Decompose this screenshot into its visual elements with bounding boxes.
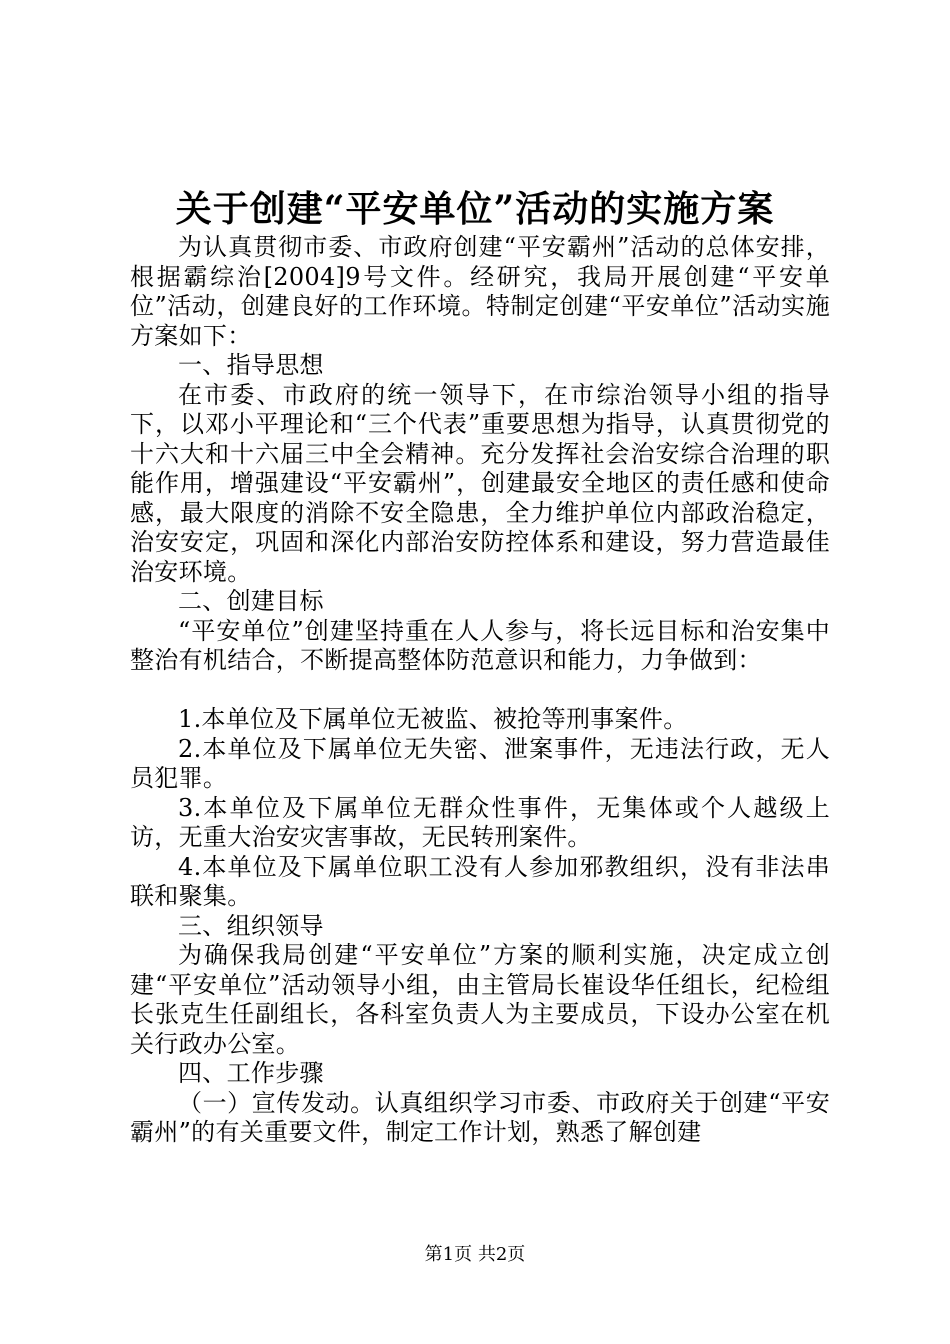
- document-title: 关于创建“平安单位”活动的实施方案: [175, 188, 775, 230]
- intro-paragraph: 为认真贯彻市委、市政府创建“平安霸州”活动的总体安排，根据霸综治[2004]9号文件。经研究，我局开展创建“平安单位”活动，创建良好的工作环境。特制定创建“平安单位”活动实施方案如下：: [130, 233, 830, 350]
- organization-paragraph: 为确保我局创建“平安单位”方案的顺利实施，决定成立创建“平安单位”活动领导小组，由主管局长崔设华任组长，纪检组长张克生任副组长，各科室负责人为主要成员，下设办公室在机关行政办公室。: [130, 941, 830, 1058]
- section-heading-goals: 二、创建目标: [178, 587, 324, 615]
- document-body: [130, 233, 830, 1148]
- page-footer: 第1页 共2页: [424, 1244, 526, 1265]
- steps-paragraph: （一）宣传发动。认真组织学习市委、市政府关于创建“平安霸州”的有关重要文件，制定工作计划，熟悉了解创建: [130, 1088, 830, 1146]
- goal-item-4: 4.本单位及下属单位职工没有人参加邪教组织，没有非法串联和聚集。: [130, 852, 830, 910]
- section-heading-organization: 三、组织领导: [178, 911, 324, 940]
- blank-line: [130, 676, 830, 706]
- goal-item-3: 3.本单位及下属单位无群众性事件，无集体或个人越级上访，无重大治安灾害事故，无民转刑案件。: [130, 793, 830, 851]
- goals-paragraph: “平安单位”创建坚持重在人人参与，将长远目标和治安集中整治有机结合，不断提高整体防范意识和能力，力争做到：: [130, 616, 830, 674]
- goal-item-1: 1.本单位及下属单位无被监、被抢等刑事案件。: [178, 705, 688, 733]
- guiding-ideology-paragraph: 在市委、市政府的统一领导下，在市综治领导小组的指导下，以邓小平理论和“三个代表”重要思想为指导，认真贯彻党的十六大和十六届三中全会精神。充分发挥社会治安综合治理的职能作用，增强建设“平安霸州”，创建最安全地区的责任感和使命感，最大限度的消除不安全隐患，全力维护单位内部政治稳定，治安安定，巩固和深化内部治安防控体系和建设，努力营造最佳治安环境。: [130, 380, 830, 586]
- goal-item-2: 2.本单位及下属单位无失密、泄案事件，无违法行政，无人员犯罪。: [130, 734, 830, 792]
- section-heading-guiding-ideology: 一、指导思想: [178, 351, 324, 379]
- section-heading-steps: 四、工作步骤: [178, 1059, 324, 1087]
